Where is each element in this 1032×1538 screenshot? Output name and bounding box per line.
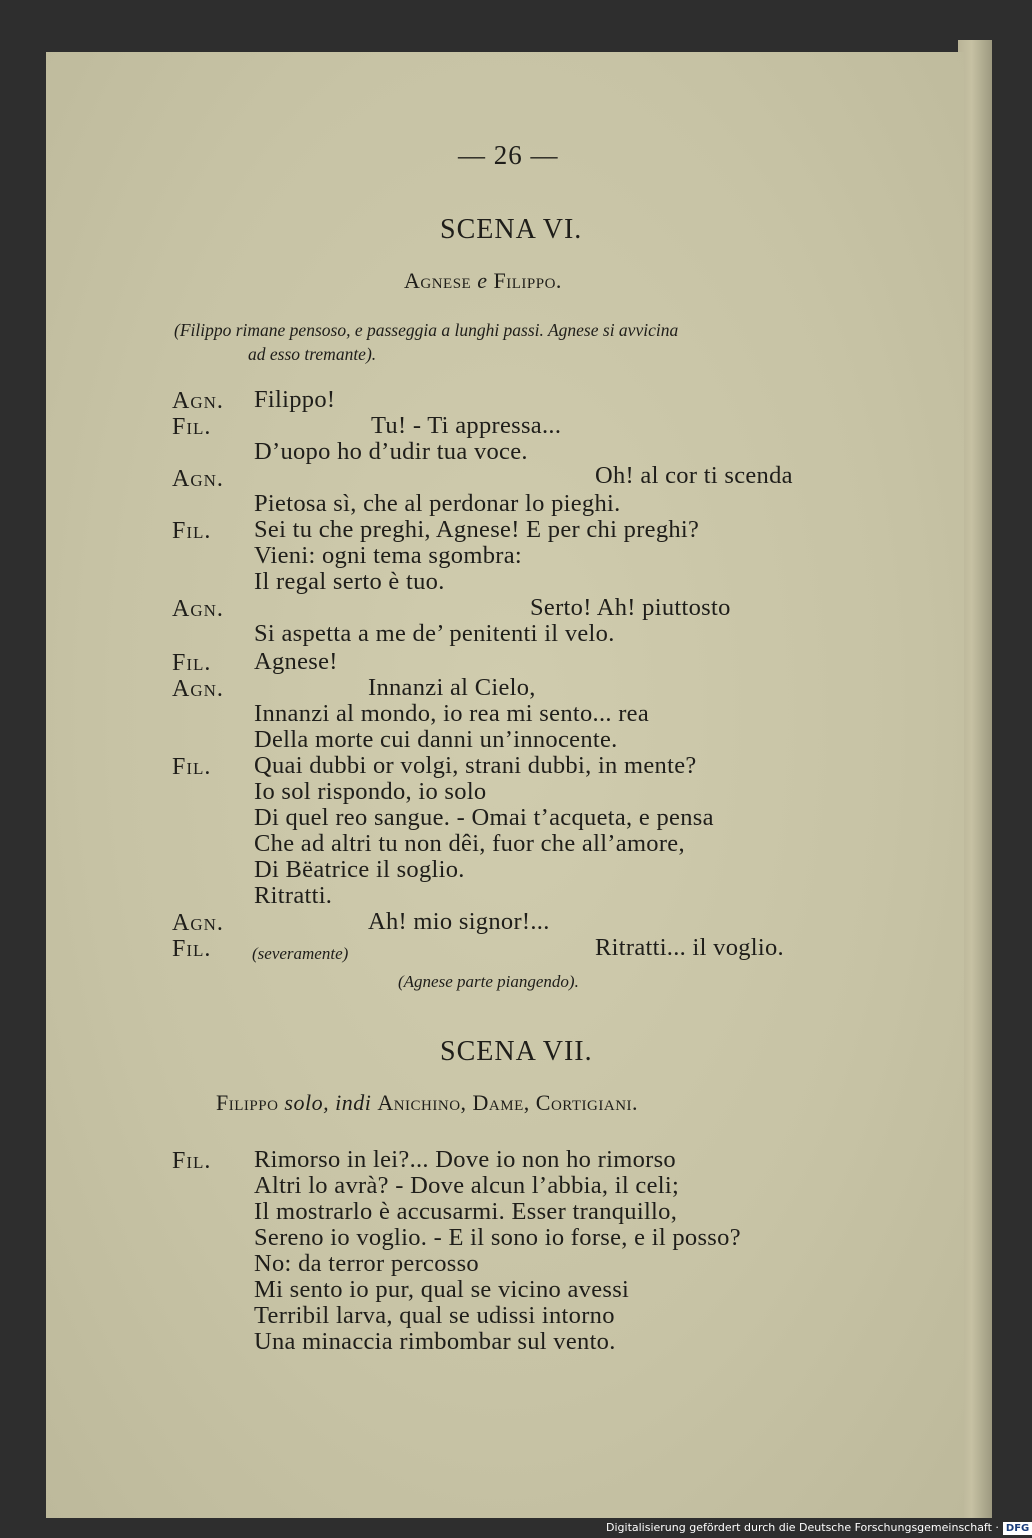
verse-line: Tu! - Ti appressa...: [371, 412, 562, 439]
verse-line: Sereno io voglio. - E il sono io forse, e il posso?: [254, 1224, 741, 1251]
verse-line: Altri lo avrà? - Dove alcun l’abbia, il celi;: [254, 1172, 680, 1199]
scene-6-characters: [404, 268, 562, 294]
verse-line: Sei tu che preghi, Agnese! E per chi preghi?: [254, 516, 700, 543]
page-number: — 26 —: [458, 140, 559, 170]
verse-line: Che ad altri tu non dêi, fuor che all’amore,: [254, 830, 685, 857]
speaker-label: Fil.: [172, 936, 212, 962]
stage-direction-line-2: ad esso tremante).: [248, 344, 377, 364]
verse-line: Si aspetta a me de’ penitenti il velo.: [254, 620, 615, 647]
scene-7-characters: [216, 1090, 638, 1116]
verse-line: D’uopo ho d’udir tua voce.: [254, 438, 528, 465]
verse-line: Il mostrarlo è accusarmi. Esser tranquillo,: [254, 1198, 678, 1225]
scene-6-title: SCENA VI.: [440, 214, 583, 245]
verse-line: Il regal serto è tuo.: [254, 568, 445, 595]
verse-line: Di quel reo sangue. - Omai t’acqueta, e pensa: [254, 804, 714, 831]
speaker-direction: (severamente): [252, 944, 349, 963]
verse-line: Innanzi al mondo, io rea mi sento... rea: [254, 700, 650, 727]
verse-line: Vieni: ogni tema sgombra:: [254, 542, 522, 569]
character-agnese: Agnese: [404, 268, 472, 293]
character-cortigiani: Cortigiani.: [535, 1090, 639, 1115]
verse-line: No: da terror percosso: [254, 1250, 479, 1277]
verse-line: Ah! mio signor!...: [368, 908, 550, 935]
verse-line: Rimorso in lei?... Dove io non ho rimorso: [254, 1146, 676, 1173]
verse-line: Quai dubbi or volgi, strani dubbi, in mente?: [254, 752, 697, 779]
character-anichino: Anichino,: [377, 1090, 467, 1115]
conjunction: e: [477, 268, 488, 293]
verse-line: Mi sento io pur, qual se vicino avessi: [254, 1276, 630, 1303]
speaker-label: Agn.: [172, 466, 224, 492]
speaker-label: Fil.: [172, 414, 212, 440]
speaker-label: Agn.: [172, 676, 224, 702]
verse-line: Pietosa sì, che al perdonar lo pieghi.: [254, 490, 621, 517]
speaker-label: Fil.: [172, 650, 212, 676]
character-note: solo, indi: [284, 1090, 372, 1115]
verse-line: Agnese!: [254, 648, 338, 675]
verse-line: Ritratti.: [254, 882, 333, 909]
speaker-label: Agn.: [172, 596, 224, 622]
dfg-logo: DFG: [1003, 1522, 1032, 1535]
verse-line: Ritratti... il voglio.: [595, 934, 784, 961]
character-filippo: Filippo.: [493, 268, 562, 293]
speaker-label: Agn.: [172, 910, 224, 936]
verse-line: Filippo!: [254, 386, 336, 413]
verse-line: Una minaccia rimbombar sul vento.: [254, 1328, 616, 1355]
exit-direction: (Agnese parte piangendo).: [398, 972, 579, 991]
speaker-label: Fil.: [172, 1148, 212, 1174]
speaker-label: Fil.: [172, 518, 212, 544]
verse-line: Oh! al cor ti scenda: [595, 462, 793, 489]
verse-line: Terribil larva, qual se udissi intorno: [254, 1302, 615, 1329]
verse-line: Serto! Ah! piuttosto: [530, 594, 731, 621]
character-filippo: Filippo: [216, 1090, 279, 1115]
book-page: [46, 52, 964, 1518]
stage-direction-line-1: (Filippo rimane pensoso, e passeggia a lunghi passi. Agnese si avvicina: [174, 320, 679, 340]
verse-line: Della morte cui danni un’innocente.: [254, 726, 618, 753]
verse-line: Di Bëatrice il soglio.: [254, 856, 465, 883]
digitization-credit: [606, 1519, 1032, 1537]
character-dame: Dame,: [472, 1090, 530, 1115]
verse-line: Io sol rispondo, io solo: [254, 778, 487, 805]
speaker-label: Agn.: [172, 388, 224, 414]
speaker-label: Fil.: [172, 754, 212, 780]
credit-text: Digitalisierung gefördert durch die Deutsche Forschungsgemeinschaft ·: [606, 1521, 999, 1534]
scene-7-title: SCENA VII.: [440, 1036, 593, 1067]
verse-line: Innanzi al Cielo,: [368, 674, 536, 701]
